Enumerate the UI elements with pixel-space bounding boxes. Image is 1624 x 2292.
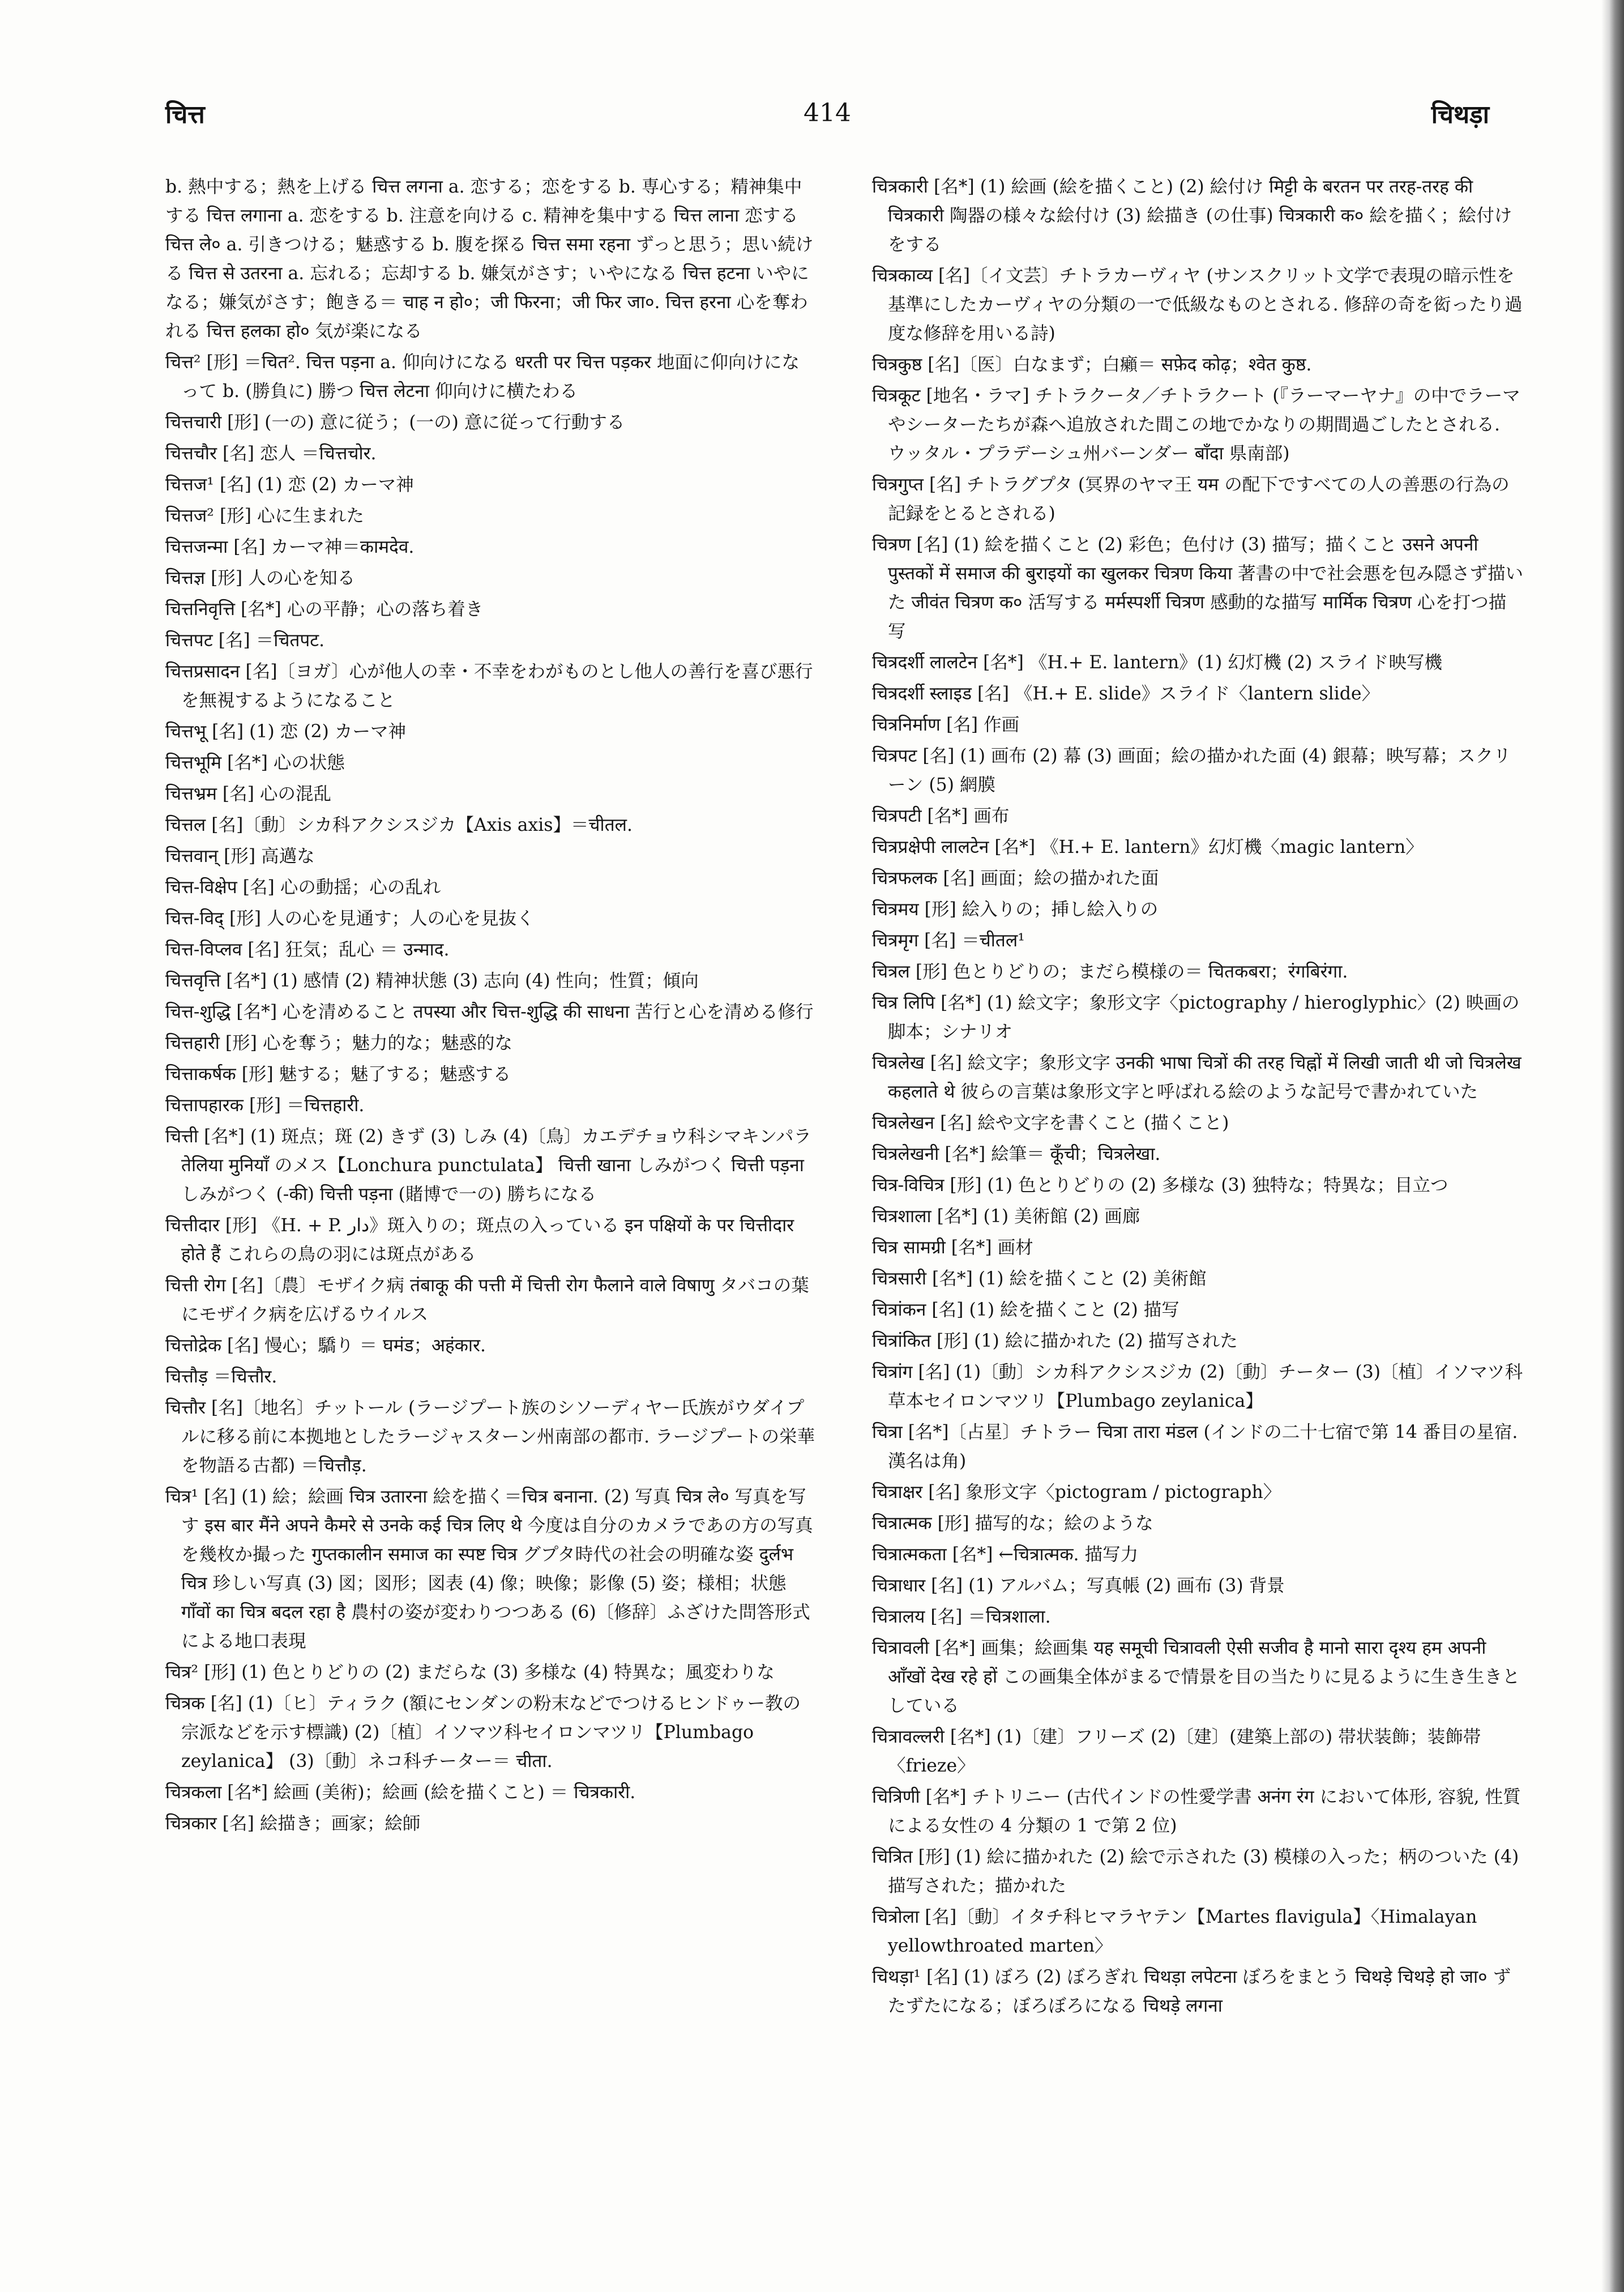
dictionary-entry: चित्रण [名] (1) 絵を描くこと (2) 彩色；色付け (3) 描写；描くこと उसने अपनी पुस्तकों में समाज की बुराइयों का खुलकर चित्रण किया 著書の中で社会悪を包み隠さず描いた जीवंत चित्रण क० 活写する मर्मस्पर्शी चित्रण 感動的な描写 मार्मिक चित्रण 心を打つ描写 [872, 535, 1523, 642]
dictionary-entry: चित्तवृत्ति [名*] (1) 感情 (2) 精神状態 (3) 志向 (4) 性向；性質；傾向 [165, 971, 699, 991]
dictionary-entry: चित्तल [名]〔動〕シカ科アクシスジカ【Axis axis】＝चीतल. [165, 815, 633, 835]
dictionary-entry: b. 熱中する；熱を上げる चित्त लगना a. 恋する；恋をする b. 専心する；精神集中する चित्त लगाना a. 恋をする b. 注意を向ける c. 精神を集中する चित्त लाना 恋する चित्त ले० a. 引きつける；魅惑する b. 腹を探る चित्त समा रहना ずっと思う；思い続ける चित्त से उतरना a. 忘れる；忘却する b. 嫌気がさす；いやになる चित्त हटना いやになる；嫌気がさす；飽きる＝ चाह न हो०；जी फिरना；जी फिर जा०. चित्त हरना 心を奪われる चित्त हलका हो० 気が楽になる [165, 177, 814, 342]
dictionary-entry: चित्रल [形] 色とりどりの；まだら模様の＝ चितकबरा；रंगबिरंगा. [872, 962, 1348, 982]
dictionary-entry: चित्तप्रसादन [名]〔ヨガ〕心が他人の幸・不幸をわがものとし他人の善行を喜び悪行を無視するようになること [165, 661, 813, 711]
dictionary-entry: चित्रांकित [形] (1) 絵に描かれた (2) 描写された [872, 1331, 1238, 1351]
dictionary-entry: चित्तोद्रेक [名] 慢心；驕り ＝ घमंड；अहंकार. [165, 1335, 486, 1356]
dictionary-entry: चित्रकुष्ठ [名]〔医〕白なまず；白癩＝ सफ़ेद कोढ़；श्वेत कुष्ठ. [872, 355, 1312, 375]
dictionary-entry: चित्तजन्मा [名] カーマ神＝कामदेव. [165, 537, 414, 557]
dictionary-entry: चित्तभूमि [名*] 心の状態 [165, 753, 345, 773]
dictionary-entry: चित्राक्षर [名] 象形文字〈pictogram / pictograph〉 [872, 1482, 1281, 1503]
header-left-guide-word: चित्त [165, 100, 205, 129]
dictionary-entry: चित्त-विक्षेप [名] 心の動揺；心の乱れ [165, 877, 441, 898]
dictionary-entry: चित्रा [名*]〔占星〕チトラー चित्रा तारा मंडल (インドの二十七宿で第 14 番目の星宿. 漢名は角) [872, 1422, 1518, 1471]
dictionary-entry: चित्तनिवृत्ति [名*] 心の平静；心の落ち着き [165, 599, 484, 620]
dictionary-entry: चित्रोला [名]〔動〕イタチ科ヒマラヤテン【Martes flavigula】〈Himalayan yellowthroated marten〉 [872, 1907, 1477, 1956]
dictionary-entry: चित्रकाव्य [名]〔イ文芸〕チトラカーヴィヤ (サンスクリット文学で表現の暗示性を基準にしたカーヴィヤの分類の一で低級なものとされる. 修辞の奇を衒ったり過度な修辞を用いる詩) [872, 266, 1523, 344]
dictionary-entry: चित्रालय [名] ＝चित्रशाला. [872, 1607, 1051, 1627]
dictionary-entry: चित्र¹ [名] (1) 絵；絵画 चित्र उतारना 絵を描く＝चित्र बनाना. (2) 写真 चित्र ले० 写真を写す इस बार मैंने अपने कैमरे से उनके कई चित्र लिए थे 今度は自分のカメラであの方の写真を幾枚か撮った गुप्तकालीन समाज का स्पष्ट चित्र グプタ時代の社会の明確な姿 दुर्लभ चित्र 珍しい写真 (3) 図；図形；図表 (4) 像；映像；影像 (5) 姿；様相；状態 गाँवों का चित्र बदल रहा है 農村の姿が変わりつつある (6)〔修辞〕ふざけた問答形式による地口表現 [165, 1487, 813, 1651]
dictionary-entry: चित्रक [名] (1)〔ヒ〕ティラク (額にセンダンの粉末などでつけるヒンドゥー教の宗派などを示す標識) (2)〔植〕イソマツ科セイロンマツリ【Plumbago zeylanica】 (3)〔動〕ネコ科チーター＝ चीता. [165, 1693, 801, 1772]
dictionary-entry: चित्रलेखनी [名*] 絵筆＝ कूँची；चित्रलेखा. [872, 1144, 1161, 1164]
dictionary-entry: चित्रगुप्त [名] チトラグプタ (冥界のヤマ王 यम の配下ですべての人の善悪の行為の記録をとるとされる) [872, 475, 1510, 524]
dictionary-entry: चित्त² [形] ＝चित². चित्त पड़ना a. 仰向けになる धरती पर चित्त पड़कर 地面に仰向けになって b. (勝負に) 勝つ चित्त लेटना 仰向けに横たわる [165, 352, 800, 402]
dictionary-entry: चित्रकार [名] 絵描き；画家；絵師 [165, 1813, 421, 1834]
dictionary-entry: चित्तज¹ [名] (1) 恋 (2) カーマ神 [165, 475, 414, 495]
dictionary-entry: चित्रसारी [名*] (1) 絵を描くこと (2) 美術館 [872, 1269, 1207, 1289]
dictionary-entry: चित्तज² [形] 心に生まれた [165, 506, 365, 526]
dictionary-entry: चित्रकारी [名*] (1) 絵画 (絵を描くこと) (2) 絵付け मिट्टी के बरतन पर तरह-तरह की चित्रकारी 陶器の様々な絵付け (3) 絵描き (の仕事) चित्रकारी क० 絵を描く；絵付けをする [872, 177, 1512, 255]
dictionary-entry: चिथड़ा¹ [名] (1) ぼろ (2) ぼろぎれ चिथड़ा लपेटना ぼろをまとう चिथड़े चिथड़े हो जा० ずたずたになる；ぼろぼろになる चिथड़े लगना [872, 1967, 1511, 2016]
dictionary-entry: चित्रित [形] (1) 絵に描かれた (2) 絵で示された (3) 模様の入った；柄のついた (4) 描写された；描かれた [872, 1847, 1519, 1896]
dictionary-entry: चित्तभ्रम [名] 心の混乱 [165, 784, 332, 804]
dictionary-entry: चित्रकूट [地名・ラマ] チトラクータ／チトラクート (『ラーマーヤナ』の中でラーマやシーターたちが森へ追放された間この地でかなりの期間過ごしたとされる. ウッタル・プラデーシュ州バーンダー बाँदा 県南部) [872, 386, 1520, 464]
dictionary-entry: चित्त-विद् [形] 人の心を見通す；人の心を見抜く [165, 908, 535, 929]
right-column [872, 173, 1523, 2189]
dictionary-entry: चित्रात्मक [形] 描写的な；絵のような [872, 1513, 1153, 1534]
dictionary-entry: चित्रमृग [名] ＝चीतल¹ [872, 931, 1025, 951]
dictionary-entry: चित्तचारी [形] (一の) 意に従う；(一の) 意に従って行動する [165, 412, 625, 433]
dictionary-entry: चित्तौड़ ＝चित्तौर. [165, 1367, 277, 1387]
dictionary-entry: चित्तीदार [形] 《H. + P. دار》斑入りの；斑点の入っている इन पक्षियों के पर चित्तीदार होते हैं これらの鳥の羽には斑点がある [165, 1215, 794, 1265]
dictionary-entry: चित्ताकर्षक [形] 魅する；魅了する；魅惑する [165, 1064, 511, 1085]
dictionary-entry: चित्रप्रक्षेपी लालटेन [名*] 《H.+ E. lantern》幻灯機〈magic lantern〉 [872, 837, 1424, 857]
dictionary-entry: चित्तज्ञ [形] 人の心を知る [165, 568, 356, 588]
dictionary-entry: चित्तपट [名] ＝चितपट. [165, 630, 325, 651]
dictionary-entry: चित्रलेख [名] 絵文字；象形文字 उनकी भाषा चित्रों की तरह चिह्नों में लिखी जाती थी जो चित्रलेख कहलाते थे 彼らの言葉は象形文字と呼ばれる絵のような記号で書かれていた [872, 1053, 1522, 1102]
dictionary-entry: चित्राधार [名] (1) アルバム；写真帳 (2) 画布 (3) 背景 [872, 1576, 1285, 1596]
dictionary-entry: चित्र सामग्री [名*] 画材 [872, 1237, 1033, 1258]
dictionary-entry: चित्र लिपि [名*] (1) 絵文字；象形文字〈pictography / hieroglyphic〉(2) 映画の脚本；シナリオ [872, 993, 1520, 1042]
dictionary-entry: चित्रफलक [名] 画面；絵の描かれた面 [872, 868, 1159, 889]
dictionary-entry: चित्रदर्शी स्लाइड [名] 《H.+ E. slide》スライド〈lantern slide〉 [872, 684, 1380, 704]
dictionary-entry: चित्रशाला [名*] (1) 美術館 (2) 画廊 [872, 1206, 1140, 1227]
dictionary-entry: चित्रकला [名*] 絵画 (美術)；絵画 (絵を描くこと) ＝ चित्रकारी. [165, 1782, 636, 1803]
left-column [165, 173, 817, 2189]
header-right-guide-word: चिथड़ा [1431, 100, 1489, 129]
book-binding-shadow [1601, 0, 1624, 2292]
dictionary-entry: चित्रलेखन [名] 絵や文字を書くこと (描くこと) [872, 1113, 1229, 1133]
dictionary-entry: चित्तभू [名] (1) 恋 (2) カーマ神 [165, 722, 406, 742]
dictionary-entry: चित्रमय [形] 絵入りの；挿し絵入りの [872, 899, 1159, 920]
dictionary-entry: चित्र-विचित्र [形] (1) 色とりどりの (2) 多様な (3) 独特な；特異な；目立つ [872, 1175, 1448, 1196]
dictionary-entry: चित्त-शुद्धि [名*] 心を清めること तपस्या और चित्त-शुद्धि की साधना 苦行と心を清める修行 [165, 1002, 814, 1022]
dictionary-entry: चित्रदर्शी लालटेन [名*] 《H.+ E. lantern》(1) 幻灯機 (2) スライド映写機 [872, 652, 1442, 673]
dictionary-entry: चित्तौर [名]〔地名〕チットール (ラージプート族のシソーディヤー氏族がウダイプルに移る前に本拠地としたラージャスターン州南部の都市. ラージプートの栄華を物語る古都) ＝चित्तौड़. [165, 1398, 815, 1476]
dictionary-entry: चित्रनिर्माण [名] 作画 [872, 715, 1020, 735]
dictionary-entry: चित्रांकन [名] (1) 絵を描くこと (2) 描写 [872, 1300, 1179, 1320]
dictionary-entry: चित्रांग [名] (1)〔動〕シカ科アクシスジカ (2)〔動〕チーター (3)〔植〕イソマツ科草本セイロンマツリ【Plumbago zeylanica】 [872, 1362, 1523, 1411]
dictionary-entry: चित्रपट [名] (1) 画布 (2) 幕 (3) 画面；絵の描かれた面 (4) 銀幕；映写幕；スクリーン (5) 網膜 [872, 746, 1511, 795]
dictionary-entry: चित्तहारी [形] 心を奪う；魅力的な；魅惑的な [165, 1033, 512, 1053]
dictionary-entry: चित्रिणी [名*] チトリニー (古代インドの性愛学書 अनंग रंग において体形, 容貌, 性質による女性の 4 分類の 1 で第 2 位) [872, 1787, 1521, 1836]
dictionary-entry: चित्तवान् [形] 高邁な [165, 846, 315, 867]
dictionary-entry: चित्ती [名*] (1) 斑点；斑 (2) きず (3) しみ (4)〔鳥〕カエデチョウ科シマキンパラ तेलिया मुनियाँ のメス【Lonchura punctulata】 चित्ती खाना しみがつく चित्ती पड़ना しみがつく (-की) चित्ती पड़ना (賭博で一の) 勝ちになる [165, 1126, 812, 1205]
dictionary-entry: चित्रात्मकता [名*] ←चित्रात्मक. 描写力 [872, 1544, 1139, 1565]
dictionary-entry: चित्र² [形] (1) 色とりどりの (2) まだらな (3) 多様な (4) 特異な；風変わりな [165, 1662, 775, 1683]
dictionary-entry: चित्रपटी [名*] 画布 [872, 806, 1010, 826]
dictionary-entry: चित्रावल्लरी [名*] (1)〔建〕フリーズ (2)〔建〕(建築上部の) 帯状装飾；装飾帯〈frieze〉 [872, 1727, 1481, 1776]
dictionary-entry: चित्त-विप्लव [名] 狂気；乱心 ＝ उन्माद. [165, 940, 450, 960]
dictionary-entry: चित्तचौर [名] 恋人 ＝चित्तचोर. [165, 443, 377, 464]
page-header [165, 96, 1489, 147]
page-number: 414 [804, 99, 851, 127]
dictionary-entry: चित्तापहारक [形] ＝चित्तहारी. [165, 1095, 365, 1116]
dictionary-entry: चित्ती रोग [名]〔農〕モザイク病 तंबाकू की पत्ती में चित्ती रोग फैलाने वाले विषाणु タバコの葉にモザイク病を広げるウイルス [165, 1275, 809, 1325]
dictionary-entry: चित्रावली [名*] 画集；絵画集 यह समूची चित्रावली ऐसी सजीव है मानो सारा दृश्य हम अपनी आँखों देख रहे हों この画集全体がまるで情景を目の当たりに見るように生き生きとしている [872, 1638, 1520, 1716]
